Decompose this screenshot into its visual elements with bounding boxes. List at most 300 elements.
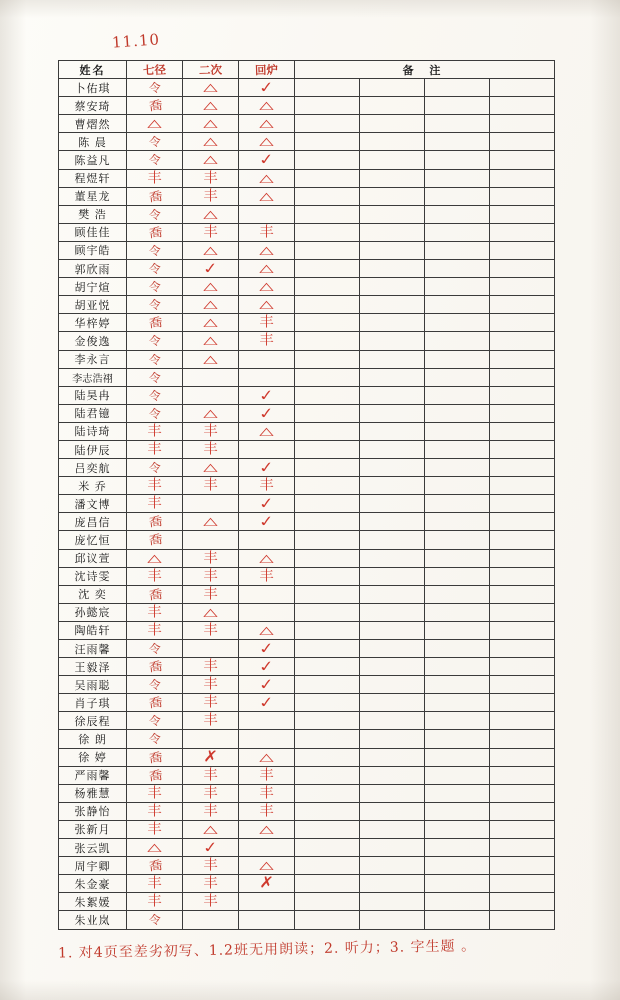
- hand-mark-scrib: 喬: [147, 514, 162, 530]
- table-row: [59, 802, 555, 820]
- remark-cell-2: [360, 241, 425, 259]
- mark-cell-3: [239, 712, 295, 730]
- hand-mark-tri: △: [259, 750, 274, 763]
- remark-cell-3: [425, 169, 490, 187]
- hand-mark-sig: 令: [148, 713, 161, 729]
- mark-cell-3: [239, 314, 295, 332]
- hand-mark-star: 丰: [259, 224, 274, 241]
- table-row: [59, 332, 555, 350]
- mark-cell-1: [127, 386, 183, 404]
- hand-mark-star: 丰: [203, 224, 218, 241]
- student-name-cell: 潘文博: [59, 495, 127, 513]
- hand-mark-check: ✓: [257, 151, 276, 170]
- mark-cell-3: [239, 440, 295, 458]
- remark-cell-1: [295, 368, 360, 386]
- mark-cell-2: [183, 603, 239, 621]
- table-row: [59, 260, 555, 278]
- student-name-cell: 郭欣雨: [59, 260, 127, 278]
- mark-cell-2: [183, 115, 239, 133]
- hand-mark-scrib: 喬: [147, 767, 162, 783]
- mark-cell-1: [127, 567, 183, 585]
- mark-cell-2: [183, 97, 239, 115]
- hand-mark-star: 丰: [147, 169, 162, 187]
- remark-cell-1: [295, 296, 360, 314]
- remark-cell-4: [490, 459, 555, 477]
- mark-cell-1: [127, 658, 183, 676]
- hand-mark-sig: 令: [148, 152, 161, 168]
- hand-mark-tri: △: [203, 134, 218, 148]
- mark-cell-1: [127, 531, 183, 549]
- hand-mark-scrib: 喬: [147, 224, 162, 241]
- roster-body: [59, 79, 555, 929]
- remark-cell-4: [490, 893, 555, 911]
- remark-cell-3: [425, 296, 490, 314]
- hand-mark-tri: △: [259, 297, 274, 311]
- remark-cell-3: [425, 260, 490, 278]
- hand-mark-star: 丰: [203, 875, 218, 893]
- remark-cell-2: [360, 404, 425, 422]
- hand-mark-sig: 令: [148, 243, 161, 258]
- hand-mark-sig: 令: [148, 731, 161, 747]
- table-row: [59, 893, 555, 911]
- hand-mark-check: ✓: [201, 838, 220, 857]
- remark-cell-3: [425, 386, 490, 404]
- mark-cell-3: [239, 658, 295, 676]
- mark-cell-3: [239, 115, 295, 133]
- remark-cell-2: [360, 640, 425, 658]
- table-row: [59, 513, 555, 531]
- hand-mark-star: 丰: [147, 567, 162, 585]
- remark-cell-4: [490, 640, 555, 658]
- remark-cell-2: [360, 151, 425, 169]
- table-row: [59, 875, 555, 893]
- mark-cell-2: [183, 549, 239, 567]
- hand-mark-tri: △: [203, 822, 218, 836]
- mark-cell-3: [239, 694, 295, 712]
- hand-mark-tri: △: [259, 116, 274, 130]
- remark-cell-4: [490, 332, 555, 350]
- mark-cell-1: [127, 893, 183, 911]
- remark-cell-3: [425, 766, 490, 784]
- student-name-cell: 顾佳佳: [59, 223, 127, 241]
- mark-cell-3: [239, 495, 295, 513]
- table-row: [59, 603, 555, 621]
- mark-cell-1: [127, 440, 183, 458]
- mark-cell-3: [239, 567, 295, 585]
- mark-cell-2: [183, 621, 239, 639]
- mark-cell-1: [127, 223, 183, 241]
- hand-mark-star: 丰: [147, 875, 162, 893]
- hand-mark-star: 丰: [259, 766, 274, 784]
- remark-cell-2: [360, 658, 425, 676]
- remark-cell-3: [425, 79, 490, 97]
- remark-cell-4: [490, 241, 555, 259]
- remark-cell-3: [425, 205, 490, 223]
- remark-cell-1: [295, 115, 360, 133]
- student-name-cell: 卜佑琪: [59, 79, 127, 97]
- header-remark: 备 注: [295, 61, 555, 79]
- hand-mark-star: 丰: [203, 712, 218, 730]
- hand-mark-star: 丰: [147, 821, 162, 838]
- remark-cell-2: [360, 712, 425, 730]
- remark-cell-1: [295, 169, 360, 187]
- remark-cell-4: [490, 513, 555, 531]
- student-name-cell: 吴雨聪: [59, 676, 127, 694]
- remark-cell-3: [425, 422, 490, 440]
- remark-cell-4: [490, 350, 555, 368]
- remark-cell-2: [360, 260, 425, 278]
- remark-cell-3: [425, 567, 490, 585]
- student-name-cell: 庞忆恒: [59, 531, 127, 549]
- remark-cell-2: [360, 79, 425, 97]
- hand-mark-tri: △: [147, 551, 162, 564]
- mark-cell-2: [183, 314, 239, 332]
- remark-cell-1: [295, 440, 360, 458]
- hand-mark-scrib: 喬: [147, 315, 162, 331]
- remark-cell-3: [425, 223, 490, 241]
- remark-cell-3: [425, 676, 490, 694]
- remark-cell-1: [295, 676, 360, 694]
- remark-cell-3: [425, 115, 490, 133]
- table-row: [59, 459, 555, 477]
- mark-cell-1: [127, 730, 183, 748]
- table-row: [59, 531, 555, 549]
- student-name-cell: 徐 朗: [59, 730, 127, 748]
- remark-cell-2: [360, 694, 425, 712]
- mark-cell-2: [183, 513, 239, 531]
- student-name-cell: 朱金豪: [59, 875, 127, 893]
- student-name-cell: 张云凯: [59, 839, 127, 857]
- footer-handwritten-note: 1. 对4⻚⾄差劣初写、1.2班⽆⽤朗读；2. 听⼒；3. 字⽣题 。: [57, 938, 477, 962]
- hand-mark-star: 丰: [203, 893, 218, 911]
- remark-cell-1: [295, 314, 360, 332]
- mark-cell-3: [239, 640, 295, 658]
- remark-cell-3: [425, 621, 490, 639]
- remark-cell-2: [360, 422, 425, 440]
- student-name-cell: 曹熠然: [59, 115, 127, 133]
- student-name-cell: 蔡安琦: [59, 97, 127, 115]
- mark-cell-1: [127, 621, 183, 639]
- mark-cell-1: [127, 133, 183, 151]
- header-name: 姓名: [59, 61, 127, 79]
- table-row: [59, 241, 555, 259]
- remark-cell-4: [490, 422, 555, 440]
- hand-mark-tri: △: [259, 551, 274, 564]
- hand-mark-scrib: 喬: [147, 98, 162, 114]
- remark-cell-1: [295, 694, 360, 712]
- remark-cell-4: [490, 748, 555, 766]
- mark-cell-3: [239, 513, 295, 531]
- hand-mark-star: 丰: [203, 857, 218, 874]
- table-row: [59, 79, 555, 97]
- hand-mark-tri: △: [259, 822, 274, 836]
- hand-mark-tri: △: [259, 261, 274, 275]
- remark-cell-1: [295, 784, 360, 802]
- hand-mark-tri: △: [259, 98, 274, 112]
- hand-mark-star: 丰: [147, 423, 162, 440]
- table-row: [59, 585, 555, 603]
- remark-cell-4: [490, 784, 555, 802]
- mark-cell-3: [239, 151, 295, 169]
- remark-cell-3: [425, 278, 490, 296]
- mark-cell-2: [183, 404, 239, 422]
- mark-cell-3: [239, 459, 295, 477]
- student-name-cell: 张静怡: [59, 802, 127, 820]
- student-name-cell: 陆君镱: [59, 404, 127, 422]
- mark-cell-1: [127, 839, 183, 857]
- hand-mark-star: 丰: [259, 803, 274, 820]
- hand-mark-star: 丰: [147, 803, 162, 820]
- mark-cell-1: [127, 585, 183, 603]
- mark-cell-1: [127, 694, 183, 712]
- remark-cell-2: [360, 495, 425, 513]
- mark-cell-1: [127, 603, 183, 621]
- remark-cell-4: [490, 260, 555, 278]
- table-row: [59, 495, 555, 513]
- hand-mark-star: 丰: [203, 441, 218, 458]
- hand-mark-star: 丰: [147, 604, 162, 621]
- scan-shadow-left: [0, 0, 26, 1000]
- scan-shadow-bottom: [0, 980, 620, 1000]
- remark-cell-1: [295, 585, 360, 603]
- mark-cell-2: [183, 260, 239, 278]
- mark-cell-1: [127, 712, 183, 730]
- student-name-cell: 金俊逸: [59, 332, 127, 350]
- mark-cell-3: [239, 241, 295, 259]
- remark-cell-3: [425, 477, 490, 495]
- mark-cell-3: [239, 820, 295, 838]
- header-col1-hand: 七径: [142, 62, 167, 77]
- remark-cell-3: [425, 875, 490, 893]
- mark-cell-3: [239, 422, 295, 440]
- hand-mark-tri: △: [259, 243, 274, 257]
- table-row: [59, 694, 555, 712]
- remark-cell-3: [425, 531, 490, 549]
- remark-cell-1: [295, 187, 360, 205]
- student-name-cell: 张新月: [59, 820, 127, 838]
- student-name-cell: 汪雨馨: [59, 640, 127, 658]
- remark-cell-4: [490, 223, 555, 241]
- student-name-cell: 吕奕航: [59, 459, 127, 477]
- remark-cell-1: [295, 386, 360, 404]
- hand-mark-tri: △: [259, 858, 274, 872]
- scan-shadow-right: [590, 0, 620, 1000]
- student-name-cell: 程煜轩: [59, 169, 127, 187]
- remark-cell-4: [490, 296, 555, 314]
- hand-mark-scrib: 喬: [147, 749, 162, 765]
- mark-cell-1: [127, 857, 183, 875]
- table-row: [59, 151, 555, 169]
- remark-cell-2: [360, 676, 425, 694]
- remark-cell-4: [490, 187, 555, 205]
- hand-mark-tri: △: [259, 279, 274, 293]
- hand-mark-tri: △: [259, 424, 274, 438]
- remark-cell-3: [425, 694, 490, 712]
- student-name-cell: 陆诗琦: [59, 422, 127, 440]
- remark-cell-4: [490, 857, 555, 875]
- mark-cell-2: [183, 169, 239, 187]
- remark-cell-3: [425, 839, 490, 857]
- student-name-cell: 陶皓轩: [59, 621, 127, 639]
- table-row: [59, 296, 555, 314]
- mark-cell-3: [239, 404, 295, 422]
- table-row: [59, 278, 555, 296]
- hand-mark-sig: 令: [148, 460, 161, 476]
- table-row: [59, 784, 555, 802]
- mark-cell-1: [127, 97, 183, 115]
- mark-cell-2: [183, 350, 239, 368]
- remark-cell-2: [360, 893, 425, 911]
- hand-mark-scrib: 喬: [147, 858, 162, 874]
- header-col2: [183, 61, 239, 79]
- handwritten-date: 11.10: [111, 30, 161, 52]
- mark-cell-1: [127, 422, 183, 440]
- hand-mark-sig: 令: [148, 80, 161, 96]
- remark-cell-2: [360, 820, 425, 838]
- hand-mark-check: ✓: [257, 386, 276, 405]
- hand-mark-tri: △: [203, 406, 218, 420]
- mark-cell-3: [239, 260, 295, 278]
- remark-cell-4: [490, 603, 555, 621]
- mark-cell-1: [127, 296, 183, 314]
- mark-cell-3: [239, 531, 295, 549]
- remark-cell-2: [360, 784, 425, 802]
- remark-cell-4: [490, 79, 555, 97]
- remark-cell-3: [425, 640, 490, 658]
- remark-cell-2: [360, 621, 425, 639]
- remark-cell-2: [360, 531, 425, 549]
- remark-cell-1: [295, 730, 360, 748]
- remark-cell-3: [425, 911, 490, 929]
- mark-cell-3: [239, 79, 295, 97]
- hand-mark-star: 丰: [147, 893, 162, 911]
- remark-cell-1: [295, 640, 360, 658]
- hand-mark-check: ✓: [201, 259, 220, 278]
- mark-cell-2: [183, 875, 239, 893]
- remark-cell-4: [490, 133, 555, 151]
- table-row: [59, 368, 555, 386]
- hand-mark-star: 丰: [203, 169, 218, 187]
- hand-mark-star: 丰: [259, 567, 274, 585]
- remark-cell-4: [490, 151, 555, 169]
- scan-shadow-top: [0, 0, 620, 18]
- mark-cell-2: [183, 440, 239, 458]
- mark-cell-1: [127, 766, 183, 784]
- mark-cell-2: [183, 151, 239, 169]
- mark-cell-2: [183, 857, 239, 875]
- hand-mark-tri: △: [203, 605, 218, 619]
- remark-cell-3: [425, 133, 490, 151]
- remark-cell-3: [425, 241, 490, 259]
- hand-mark-check: ✓: [257, 675, 276, 694]
- remark-cell-2: [360, 766, 425, 784]
- remark-cell-1: [295, 332, 360, 350]
- remark-cell-2: [360, 223, 425, 241]
- remark-cell-3: [425, 440, 490, 458]
- remark-cell-1: [295, 802, 360, 820]
- mark-cell-3: [239, 205, 295, 223]
- hand-mark-tri: △: [203, 80, 218, 94]
- table-row: [59, 422, 555, 440]
- remark-cell-1: [295, 567, 360, 585]
- hand-mark-tri: △: [259, 171, 274, 184]
- mark-cell-3: [239, 893, 295, 911]
- hand-mark-sig: 令: [148, 333, 161, 349]
- hand-mark-star: 丰: [203, 477, 218, 494]
- mark-cell-3: [239, 730, 295, 748]
- remark-cell-4: [490, 621, 555, 639]
- mark-cell-3: [239, 748, 295, 766]
- remark-cell-2: [360, 133, 425, 151]
- student-name-cell: 徐辰程: [59, 712, 127, 730]
- remark-cell-2: [360, 911, 425, 929]
- table-row: [59, 748, 555, 766]
- hand-mark-sig: 令: [148, 351, 161, 367]
- remark-cell-3: [425, 332, 490, 350]
- table-row: [59, 567, 555, 585]
- table-row: [59, 477, 555, 495]
- mark-cell-2: [183, 296, 239, 314]
- remark-cell-1: [295, 241, 360, 259]
- mark-cell-3: [239, 857, 295, 875]
- mark-cell-2: [183, 241, 239, 259]
- mark-cell-1: [127, 115, 183, 133]
- student-name-cell: 肖子琪: [59, 694, 127, 712]
- mark-cell-2: [183, 422, 239, 440]
- remark-cell-4: [490, 875, 555, 893]
- mark-cell-2: [183, 205, 239, 223]
- mark-cell-2: [183, 658, 239, 676]
- mark-cell-3: [239, 621, 295, 639]
- hand-mark-cross: ✗: [202, 747, 219, 768]
- remark-cell-1: [295, 748, 360, 766]
- remark-cell-4: [490, 495, 555, 513]
- hand-mark-star: 丰: [203, 766, 218, 784]
- hand-mark-tri: △: [203, 352, 218, 365]
- mark-cell-1: [127, 368, 183, 386]
- mark-cell-2: [183, 839, 239, 857]
- hand-mark-check: ✓: [257, 78, 276, 97]
- roster-table: [58, 60, 555, 930]
- header-col3-hand: 回炉: [254, 62, 279, 77]
- mark-cell-1: [127, 495, 183, 513]
- mark-cell-1: [127, 513, 183, 531]
- remark-cell-3: [425, 730, 490, 748]
- student-name-cell: 李永言: [59, 350, 127, 368]
- student-name-cell: 陆昊冉: [59, 386, 127, 404]
- mark-cell-3: [239, 386, 295, 404]
- remark-cell-2: [360, 205, 425, 223]
- hand-mark-tri: △: [203, 243, 218, 257]
- remark-cell-2: [360, 748, 425, 766]
- table-row: [59, 730, 555, 748]
- mark-cell-3: [239, 332, 295, 350]
- student-name-cell: 胡亚悦: [59, 296, 127, 314]
- remark-cell-1: [295, 893, 360, 911]
- mark-cell-3: [239, 802, 295, 820]
- table-row: [59, 549, 555, 567]
- hand-mark-tri: △: [259, 134, 274, 148]
- table-row: [59, 404, 555, 422]
- remark-cell-3: [425, 893, 490, 911]
- hand-mark-cross: ✗: [258, 873, 275, 894]
- mark-cell-1: [127, 640, 183, 658]
- mark-cell-1: [127, 241, 183, 259]
- remark-cell-3: [425, 802, 490, 820]
- remark-cell-2: [360, 477, 425, 495]
- remark-cell-2: [360, 549, 425, 567]
- hand-mark-sig: 令: [148, 134, 161, 150]
